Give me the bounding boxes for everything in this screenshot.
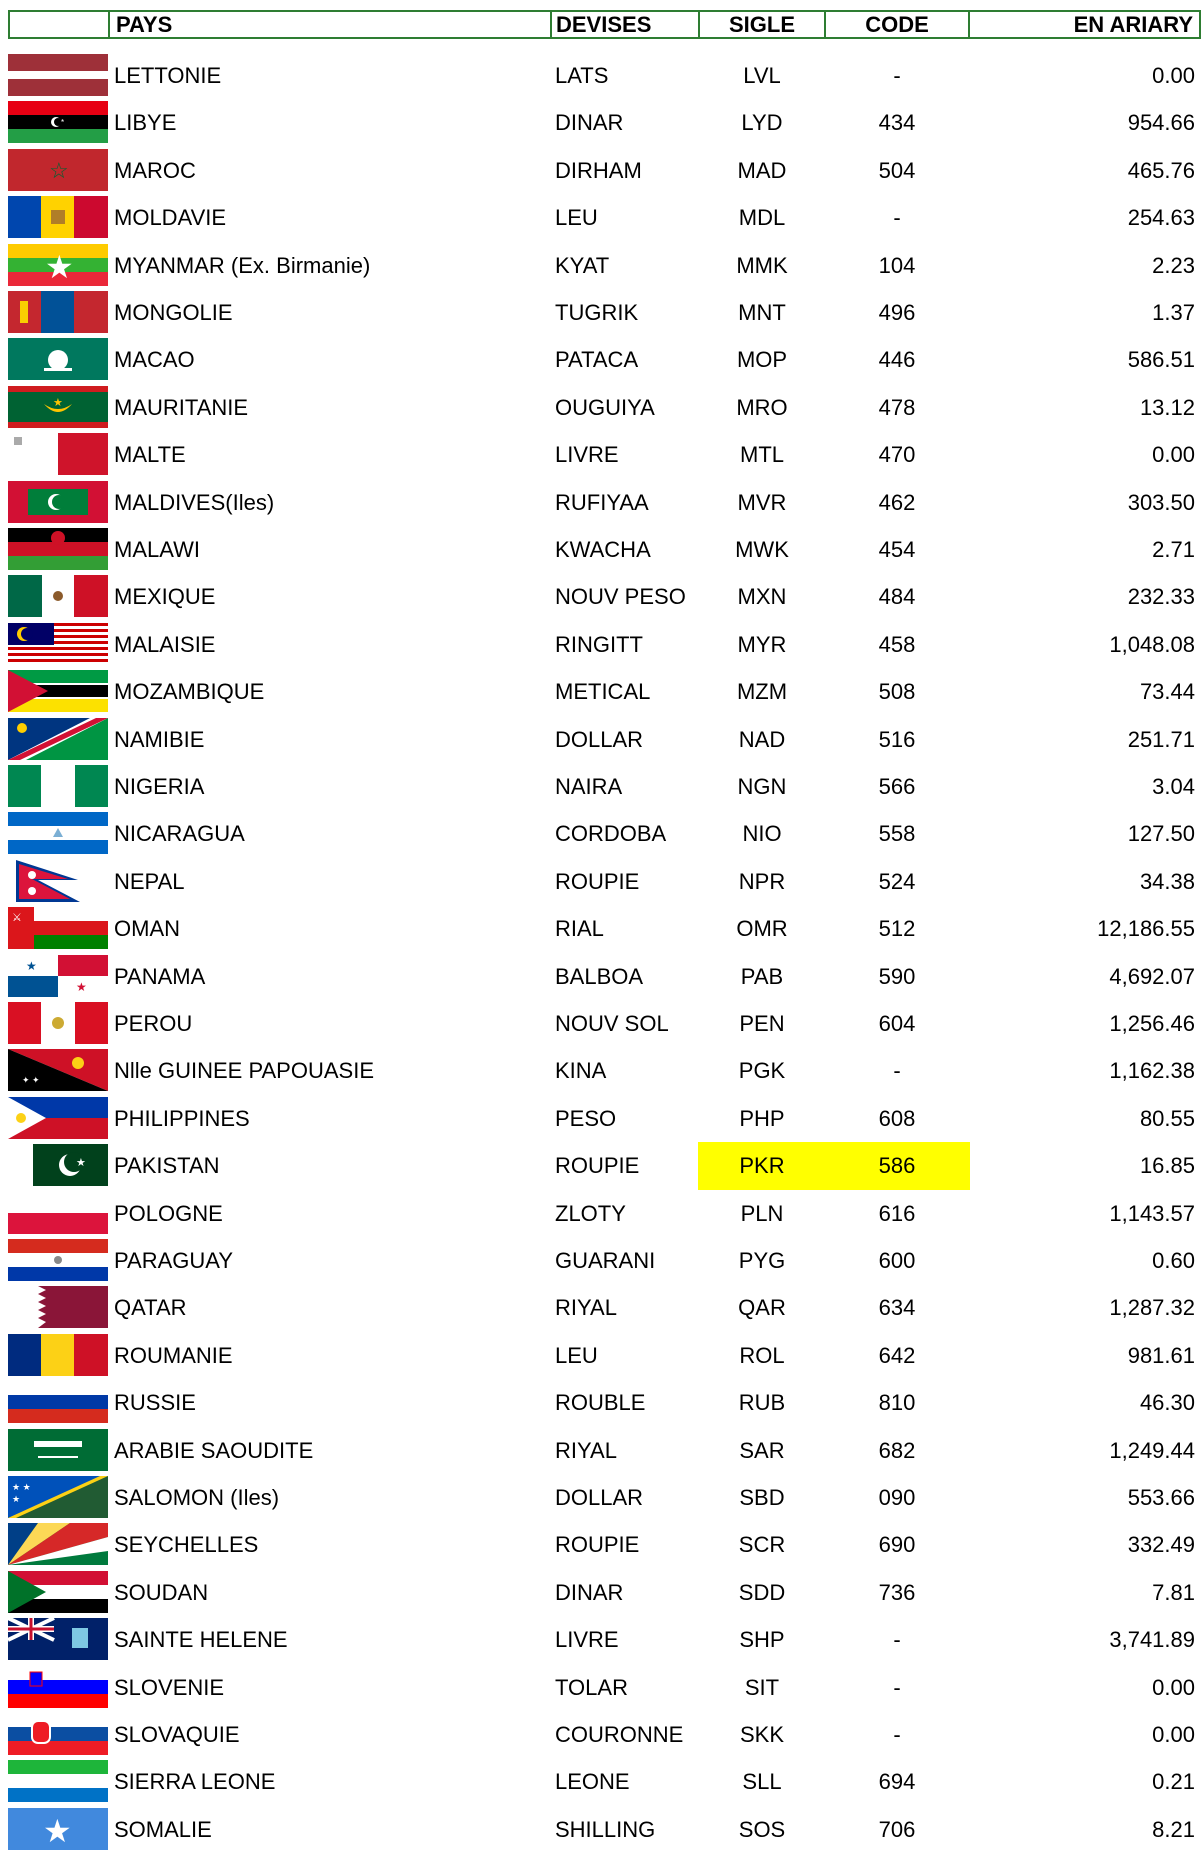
- cell-en-ariary: 0.00: [1152, 442, 1195, 468]
- cell-en-ariary: 1,143.57: [1109, 1200, 1195, 1226]
- malta-flag: [8, 433, 108, 475]
- mozambique-flag: [8, 670, 108, 712]
- cell-devise: PATACA: [555, 347, 639, 373]
- cell-en-ariary: 2.71: [1152, 537, 1195, 562]
- cell-en-ariary: 1,249.44: [1109, 1437, 1195, 1463]
- cell-sigle: PGK: [738, 1058, 786, 1084]
- table-row: [0, 1190, 1201, 1237]
- cell-devise: DINAR: [555, 110, 624, 136]
- nigeria-flag: [8, 765, 108, 807]
- cell-pays: RUSSIE: [114, 1390, 196, 1416]
- cell-code: 634: [878, 1295, 916, 1321]
- cell-en-ariary: 46.30: [1139, 1390, 1195, 1416]
- svg-text:★: ★: [43, 1812, 72, 1849]
- cell-en-ariary: 586.51: [1127, 347, 1195, 373]
- cell-code: -: [893, 1627, 901, 1653]
- cell-en-ariary: 13.12: [1139, 394, 1195, 420]
- cell-devise: NAIRA: [555, 774, 623, 799]
- cell-pays: NICARAGUA: [114, 821, 245, 847]
- table-row: [0, 1379, 1201, 1426]
- cell-code: 558: [878, 821, 916, 847]
- pakistan-flag: [8, 1144, 108, 1186]
- cell-code: -: [893, 1058, 901, 1084]
- cell-pays: SIERRA LEONE: [114, 1769, 276, 1795]
- svg-text:*: *: [61, 118, 65, 128]
- maldives-flag: [8, 481, 108, 523]
- header-pays: PAYS: [108, 10, 552, 39]
- cell-en-ariary: 12,186.55: [1097, 916, 1195, 942]
- table-row: [0, 1427, 1201, 1474]
- cell-devise: OUGUIYA: [555, 394, 655, 420]
- sudan-flag: [8, 1571, 108, 1613]
- cell-devise: LIVRE: [555, 442, 619, 468]
- cell-code: 458: [878, 631, 916, 657]
- cell-en-ariary: 553.66: [1127, 1485, 1195, 1510]
- panama-flag: [8, 955, 108, 997]
- cell-pays: MACAO: [114, 347, 195, 373]
- cell-pays: ROUMANIE: [114, 1342, 233, 1368]
- table-row: [0, 810, 1201, 857]
- cell-sigle: NIO: [742, 821, 782, 847]
- russia-flag: [8, 1381, 108, 1423]
- oman-flag: [8, 907, 108, 949]
- table-row: [0, 1095, 1201, 1142]
- cell-sigle: MXN: [737, 584, 787, 610]
- cell-sigle: SLL: [742, 1769, 782, 1795]
- cell-devise: LEONE: [555, 1769, 630, 1795]
- cell-pays: MONGOLIE: [114, 300, 233, 325]
- cell-pays: ARABIE SAOUDITE: [114, 1437, 314, 1463]
- table-row: [0, 99, 1201, 146]
- cell-en-ariary: 3.04: [1152, 774, 1195, 799]
- cell-sigle: PLN: [740, 1200, 784, 1226]
- mauritania-flag: [8, 386, 108, 428]
- cell-pays: SALOMON (Iles): [114, 1485, 280, 1510]
- paraguay-flag: [8, 1239, 108, 1281]
- table-row: [0, 1000, 1201, 1047]
- cell-code: 586: [824, 1142, 970, 1189]
- cell-sigle: PHP: [739, 1105, 785, 1131]
- table-row: [0, 336, 1201, 383]
- cell-pays: LETTONIE: [114, 63, 222, 88]
- cell-devise: LATS: [555, 63, 609, 88]
- cell-en-ariary: 73.44: [1139, 679, 1195, 705]
- cell-en-ariary: 1.37: [1152, 300, 1195, 325]
- cell-sigle: SDD: [738, 1579, 786, 1605]
- cell-devise: DOLLAR: [555, 726, 644, 752]
- cell-pays: SEYCHELLES: [114, 1532, 259, 1558]
- solomon-islands-flag: [8, 1476, 108, 1518]
- cell-devise: DINAR: [555, 1579, 624, 1605]
- cell-devise: NOUV PESO: [555, 584, 686, 610]
- cell-en-ariary: 34.38: [1139, 868, 1195, 894]
- cell-sigle: LVL: [743, 63, 781, 88]
- header-code: CODE: [824, 10, 970, 39]
- cell-en-ariary: 0.60: [1152, 1248, 1195, 1273]
- cell-sigle: NPR: [738, 868, 786, 894]
- cell-en-ariary: 2.23: [1152, 252, 1195, 278]
- cell-code: 512: [878, 916, 916, 942]
- cell-devise: ROUPIE: [555, 1532, 640, 1558]
- cell-devise: TUGRIK: [555, 300, 639, 325]
- cell-sigle: QAR: [738, 1295, 786, 1321]
- cell-pays: NIGERIA: [114, 774, 205, 799]
- table-row: [0, 573, 1201, 620]
- cell-sigle: PKR: [698, 1142, 826, 1189]
- cell-devise: BALBOA: [555, 963, 644, 989]
- cell-en-ariary: 0.00: [1152, 1674, 1195, 1700]
- cell-devise: KWACHA: [555, 537, 651, 562]
- cell-code: 462: [878, 489, 916, 515]
- cell-devise: LIVRE: [555, 1627, 619, 1653]
- cell-devise: ROUPIE: [555, 868, 640, 894]
- table-row: [0, 763, 1201, 810]
- cell-code: 810: [878, 1390, 916, 1416]
- cell-en-ariary: 465.76: [1127, 157, 1195, 183]
- cell-code: -: [893, 205, 901, 231]
- cell-sigle: MZM: [736, 679, 788, 705]
- table-row: [0, 1664, 1201, 1711]
- cell-pays: OMAN: [114, 916, 180, 942]
- cell-en-ariary: 251.71: [1127, 726, 1195, 752]
- cell-devise: METICAL: [555, 679, 651, 705]
- cell-pays: MOLDAVIE: [114, 205, 227, 231]
- cell-sigle: SOS: [738, 1816, 786, 1842]
- cell-pays: NEPAL: [114, 868, 185, 894]
- header-flag-cell: [8, 10, 110, 39]
- header-sigle: SIGLE: [698, 10, 826, 39]
- cell-devise: LEU: [555, 205, 598, 231]
- cell-code: -: [893, 1674, 901, 1700]
- sierra-leone-flag: [8, 1760, 108, 1802]
- cell-code: 508: [878, 679, 916, 705]
- moldova-flag: [8, 196, 108, 238]
- philippines-flag: [8, 1097, 108, 1139]
- cell-en-ariary: 0.21: [1152, 1769, 1195, 1795]
- cell-sigle: PAB: [740, 963, 784, 989]
- slovenia-flag: [8, 1666, 108, 1708]
- cell-devise: ZLOTY: [555, 1200, 626, 1226]
- cell-code: 642: [878, 1342, 916, 1368]
- cell-en-ariary: 1,048.08: [1109, 631, 1195, 657]
- cell-en-ariary: 1,162.38: [1109, 1058, 1195, 1084]
- cell-devise: TOLAR: [555, 1674, 628, 1700]
- table-row: [0, 147, 1201, 194]
- svg-text:⚔: ⚔: [12, 912, 22, 925]
- cell-code: -: [893, 63, 901, 88]
- cell-en-ariary: 254.63: [1127, 205, 1195, 231]
- cell-code: 446: [878, 347, 916, 373]
- table-row: [0, 1758, 1201, 1805]
- cell-pays: PARAGUAY: [114, 1248, 233, 1273]
- cell-sigle: NGN: [737, 774, 787, 799]
- cell-pays: QATAR: [114, 1295, 187, 1321]
- cell-code: 566: [878, 774, 916, 799]
- table-row: [0, 716, 1201, 763]
- cell-pays: LIBYE: [114, 110, 177, 136]
- cell-en-ariary: 1,287.32: [1109, 1295, 1195, 1321]
- svg-text:★ ★: ★ ★: [12, 1482, 31, 1492]
- cell-sigle: MTL: [740, 442, 784, 468]
- qatar-flag: [8, 1286, 108, 1328]
- svg-text:★: ★: [76, 1157, 86, 1170]
- cell-sigle: SKK: [739, 1722, 785, 1747]
- table-row: [0, 1237, 1201, 1284]
- cell-pays: MALAISIE: [114, 631, 216, 657]
- cell-sigle: SCR: [738, 1532, 786, 1558]
- cell-devise: DIRHAM: [555, 157, 642, 183]
- cell-code: 590: [878, 963, 916, 989]
- cell-pays: MALDIVES(Iles): [114, 489, 275, 515]
- cell-sigle: MRO: [736, 394, 788, 420]
- cell-sigle: SBD: [739, 1485, 785, 1510]
- cell-pays: SLOVAQUIE: [114, 1722, 240, 1747]
- cell-pays: MAROC: [114, 157, 196, 183]
- cell-sigle: MDL: [738, 205, 786, 231]
- table-row: [0, 52, 1201, 99]
- malaysia-flag: [8, 623, 108, 665]
- cell-devise: SHILLING: [555, 1816, 656, 1842]
- cell-code: 104: [878, 252, 916, 278]
- cell-devise: COURONNE: [555, 1722, 684, 1747]
- cell-sigle: MAD: [737, 157, 787, 183]
- cell-sigle: MOP: [736, 347, 788, 373]
- cell-en-ariary: 4,692.07: [1109, 963, 1195, 989]
- poland-flag: [8, 1192, 108, 1234]
- cell-devise: RIYAL: [555, 1437, 617, 1463]
- cell-devise: NOUV SOL: [555, 1011, 669, 1036]
- somalia-flag: [8, 1808, 108, 1850]
- table-row: [0, 1569, 1201, 1616]
- cell-pays: PEROU: [114, 1011, 193, 1036]
- saint-helena-flag: [8, 1618, 108, 1660]
- cell-sigle: OMR: [736, 916, 788, 942]
- cell-pays: MALTE: [114, 442, 186, 468]
- cell-devise: ROUPIE: [555, 1153, 640, 1179]
- cell-code: 496: [878, 300, 916, 325]
- cell-en-ariary: 0.00: [1152, 1722, 1195, 1747]
- libya-flag: [8, 101, 108, 143]
- cell-code: 470: [878, 442, 916, 468]
- cell-code: 604: [878, 1011, 916, 1036]
- peru-flag: [8, 1002, 108, 1044]
- table-row: [0, 194, 1201, 241]
- cell-sigle: PEN: [739, 1011, 785, 1036]
- seychelles-flag: [8, 1523, 108, 1565]
- table-row: [0, 479, 1201, 526]
- cell-code: 608: [878, 1105, 916, 1131]
- cell-code: 600: [878, 1248, 916, 1273]
- cell-sigle: LYD: [741, 110, 783, 136]
- table-row: [0, 242, 1201, 289]
- cell-en-ariary: 7.81: [1152, 1579, 1195, 1605]
- cell-devise: RIYAL: [555, 1295, 617, 1321]
- mexico-flag: [8, 575, 108, 617]
- cell-en-ariary: 981.61: [1127, 1342, 1195, 1368]
- cell-sigle: NAD: [738, 726, 786, 752]
- table-row: [0, 905, 1201, 952]
- cell-sigle: SIT: [744, 1674, 780, 1700]
- myanmar-flag: [8, 244, 108, 286]
- cell-pays: PANAMA: [114, 963, 206, 989]
- cell-code: 694: [878, 1769, 916, 1795]
- cell-pays: SLOVENIE: [114, 1674, 225, 1700]
- cell-sigle: MNT: [738, 300, 786, 325]
- cell-code: 682: [878, 1437, 916, 1463]
- cell-code: 434: [878, 110, 916, 136]
- cell-code: 504: [878, 157, 916, 183]
- cell-pays: SAINTE HELENE: [114, 1627, 288, 1653]
- cell-pays: PHILIPPINES: [114, 1105, 250, 1131]
- cell-pays: POLOGNE: [114, 1200, 223, 1226]
- papua-new-guinea-flag: [8, 1049, 108, 1091]
- header-devises: DEVISES: [550, 10, 700, 39]
- cell-pays: MEXIQUE: [114, 584, 216, 610]
- table-row: [0, 858, 1201, 905]
- cell-pays: NAMIBIE: [114, 726, 205, 752]
- table-row: [0, 1142, 1201, 1189]
- cell-pays: SOUDAN: [114, 1579, 209, 1605]
- cell-sigle: MVR: [737, 489, 787, 515]
- cell-devise: RIAL: [555, 916, 604, 942]
- morocco-flag: [8, 149, 108, 191]
- cell-devise: KYAT: [555, 252, 610, 278]
- cell-code: 090: [878, 1485, 916, 1510]
- svg-text:★: ★: [45, 248, 74, 285]
- saudi-arabia-flag: [8, 1429, 108, 1471]
- cell-en-ariary: 954.66: [1127, 110, 1195, 136]
- cell-en-ariary: 1,256.46: [1109, 1011, 1195, 1036]
- cell-code: 736: [878, 1579, 916, 1605]
- cell-pays: Nlle GUINEE PAPOUASIE: [114, 1058, 374, 1084]
- table-row: [0, 384, 1201, 431]
- cell-sigle: MYR: [737, 631, 787, 657]
- table-row: [0, 289, 1201, 336]
- cell-devise: ROUBLE: [555, 1390, 646, 1416]
- cell-code: 524: [878, 868, 916, 894]
- table-row: [0, 1284, 1201, 1331]
- cell-devise: GUARANI: [555, 1248, 656, 1273]
- cell-pays: MOZAMBIQUE: [114, 679, 265, 705]
- cell-devise: PESO: [555, 1105, 617, 1131]
- malawi-flag: [8, 528, 108, 570]
- cell-devise: LEU: [555, 1342, 598, 1368]
- table-row: [0, 1616, 1201, 1663]
- table-row: [0, 621, 1201, 668]
- svg-text:★: ★: [76, 979, 87, 994]
- mongolia-flag: [8, 291, 108, 333]
- table-row: [0, 431, 1201, 478]
- table-row: [0, 1474, 1201, 1521]
- svg-text:★: ★: [12, 1494, 21, 1504]
- svg-text:✦ ✦: ✦ ✦: [22, 1075, 40, 1086]
- cell-en-ariary: 8.21: [1152, 1816, 1195, 1842]
- romania-flag: [8, 1334, 108, 1376]
- cell-en-ariary: 80.55: [1139, 1105, 1195, 1131]
- cell-en-ariary: 303.50: [1127, 489, 1195, 515]
- cell-sigle: PYG: [738, 1248, 786, 1273]
- svg-text:★: ★: [53, 396, 63, 409]
- cell-devise: DOLLAR: [555, 1485, 644, 1510]
- cell-pays: SOMALIE: [114, 1816, 212, 1842]
- slovakia-flag: [8, 1713, 108, 1755]
- cell-code: 706: [878, 1816, 916, 1842]
- cell-pays: MALAWI: [114, 537, 200, 562]
- cell-en-ariary: 3,741.89: [1109, 1627, 1195, 1653]
- table-row: [0, 526, 1201, 573]
- cell-sigle: MWK: [735, 537, 789, 562]
- header-en-ariary: EN ARIARY: [968, 10, 1201, 39]
- cell-en-ariary: 332.49: [1127, 1532, 1195, 1558]
- cell-sigle: RUB: [738, 1390, 786, 1416]
- table-row: [0, 1806, 1201, 1853]
- table-row: [0, 1047, 1201, 1094]
- cell-pays: MYANMAR (Ex. Birmanie): [114, 252, 371, 278]
- cell-en-ariary: 0.00: [1152, 63, 1195, 88]
- table-row: [0, 1332, 1201, 1379]
- cell-en-ariary: 232.33: [1127, 584, 1195, 610]
- svg-text:★: ★: [26, 958, 37, 973]
- cell-sigle: SHP: [739, 1627, 785, 1653]
- nepal-flag: [8, 860, 108, 902]
- cell-en-ariary: 16.85: [1139, 1153, 1195, 1179]
- cell-code: 478: [878, 394, 916, 420]
- cell-devise: RINGITT: [555, 631, 643, 657]
- namibia-flag: [8, 718, 108, 760]
- cell-pays: PAKISTAN: [114, 1153, 220, 1179]
- cell-en-ariary: 127.50: [1127, 821, 1195, 847]
- cell-devise: CORDOBA: [555, 821, 667, 847]
- nicaragua-flag: [8, 812, 108, 854]
- cell-sigle: SAR: [739, 1437, 785, 1463]
- table-row: [0, 668, 1201, 715]
- cell-code: -: [893, 1722, 901, 1747]
- table-row: [0, 1711, 1201, 1758]
- table-row: [0, 953, 1201, 1000]
- cell-devise: RUFIYAA: [555, 489, 649, 515]
- cell-sigle: ROL: [739, 1342, 785, 1368]
- cell-sigle: MMK: [736, 252, 788, 278]
- cell-code: 484: [878, 584, 916, 610]
- svg-text:☆: ☆: [49, 157, 69, 183]
- table-row: [0, 1521, 1201, 1568]
- latvia-flag: [8, 54, 108, 96]
- macao-flag: [8, 338, 108, 380]
- cell-code: 516: [878, 726, 916, 752]
- cell-code: 616: [878, 1200, 916, 1226]
- cell-code: 454: [878, 537, 916, 562]
- cell-pays: MAURITANIE: [114, 394, 249, 420]
- cell-devise: KINA: [555, 1058, 607, 1084]
- cell-code: 690: [878, 1532, 916, 1558]
